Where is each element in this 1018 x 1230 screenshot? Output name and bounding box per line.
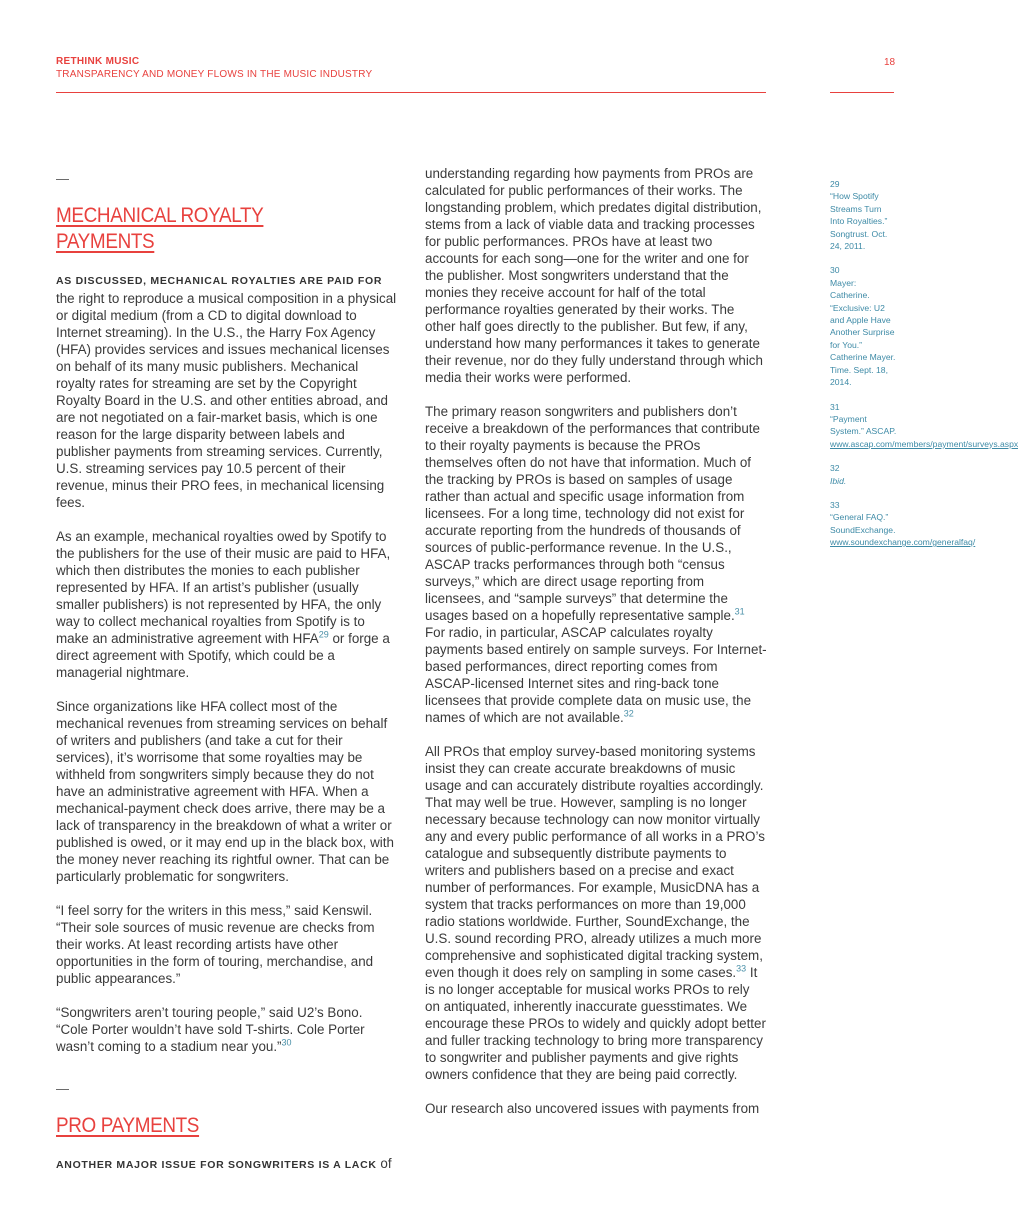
paragraph-text: It is no longer acceptable for musical works PROs to rely on antiquated, inherently inaccurate guesstimates. We encourage these PROs to widely and quickly adopt better and fuller tracking technology to bring more transparency to songwriter and publisher payments and give rights owners confidence that they are being paid correctly. [425,965,766,1082]
publication-title: RETHINK MUSIC [56,56,140,67]
paragraph-text: or forge a direct agreement with Spotify, which could be a managerial nightmare. [56,631,390,680]
paragraph: Our research also uncovered issues with payments from [425,1101,760,1116]
lead-in: AS DISCUSSED, MECHANICAL ROYALTIES ARE PAID FOR [56,275,383,287]
footnote-number: 30 [830,265,840,276]
paragraph-text: “Songwriters aren’t touring people,” said U2’s Bono. “Cole Porter wouldn’t have sold T-shirts. Cole Porter wasn’t coming to a stadium near you.” [56,1005,365,1054]
footnote-text: “Payment System.” ASCAP. [830,413,897,437]
paragraph-text: The primary reason songwriters and publishers don’t receive a breakdown of the performances that contribute to their royalty payments is because the PROs themselves often do not have that information. Much of the tracking by PROs is based on samples of usage rather than actual and specific usage information from licensees. For a long time, technology did not exist for accurate reporting from the hundreds of thousands of sources of public-performance revenue. In the U.S., ASCAP tracks performances through both “census surveys,” which are direct usage reporting from licensees, and “sample surveys” that determine the usages based on a hopefully representative sample. [425,404,760,623]
paragraph [56,1004,398,1055]
paragraph: understanding regarding how payments from PROs are calculated for public performances of their works. The longstanding problem, which predates digital distribution, stems from a lack of viable data and tracking processes for public performances. PROs have at least two accounts for each song—one for the writer and one for the publisher. Most songwriters understand that the monies they receive account for half of the total performance royalties generated by their works. The other half goes directly to the publisher. But few, if any, understand how many performances it takes to generate their revenue, nor do they fully understand through which media their works were performed. [425,166,763,385]
page-number: 18 [884,57,896,68]
lead-in: ANOTHER MAJOR ISSUE FOR SONGWRITERS IS A LACK [56,1159,377,1171]
section-dash: — [56,171,69,186]
paragraph-text: the right to reproduce a musical composition in a physical or digital medium (from a CD to digital download to Internet streaming). In the U.S., the Harry Fox Agency (HFA) provides services and issues mechanical licenses on behalf of its many music publishers. Mechanical royalty rates for streaming are set by the Copyright Royalty Board in the U.S. and other entities abroad, and are not negotiated on a fair-market basis, which is one reason for the large disparity between labels and publisher payments from streaming services. Currently, U.S. streaming services pay 10.5 percent of their revenue, minus their PRO fees, in mechanical licensing fees. [56,291,397,510]
footnote-text: “How Spotify Streams Turn Into Royalties.” Songtrust. Oct. 24, 2011. [830,191,888,252]
footnote [830,401,1018,451]
footnote-number: 31 [830,401,840,412]
footnote-number: 33 [830,499,840,510]
footnote-ref[interactable]: 33 [736,963,747,974]
footnotes-sidebar [830,178,1018,561]
footnote-link[interactable]: www.soundexchange.com/generalfaq/ [830,537,976,548]
footnote [830,264,898,388]
paragraph [425,403,767,726]
footnote-number: 32 [830,463,840,474]
footnote-ref[interactable]: 31 [734,606,745,617]
footnote-link[interactable]: www.ascap.com/members/payment/surveys.aspx [830,438,1018,449]
header-rule [56,92,766,93]
section-dash: — [56,1081,69,1096]
footnote-ref[interactable]: 29 [318,629,329,640]
paragraph-text: of [376,1156,392,1171]
footnote-text: “General FAQ.” SoundExchange. [830,512,896,535]
footnote-number: 29 [830,179,840,189]
left-column [56,170,398,1191]
paragraph-text: As an example, mechanical royalties owed by Spotify to the publishers for the use of their music are paid to HFA, which then distributes the monies to each publisher represented by HFA. If an artist’s publisher (usually smaller publishers) is not represented by HFA, the only way to collect mechanical royalties from Spotify is to make an administrative agreement with HFA [56,529,391,646]
footnote-ref[interactable]: 32 [623,708,634,719]
section-heading-pro: PRO PAYMENTS [56,1114,200,1137]
paragraph [56,1155,398,1174]
section-heading-mechanical: MECHANICAL ROYALTY PAYMENTS [56,204,264,253]
paragraph-text: All PROs that employ survey-based monitoring systems insist they can create accurate breakdowns of music usage and can accurately distribute royalties accordingly. That may well be true. However, sampling is no longer necessary because technology can now monitor virtually any and every public performance of all works in a PRO’s catalogue and subsequently distribute payments to writers and publishers based on a precise and exact number of performances. For example, MusicDNA has a system that tracks performances on more than 19,000 radio stations worldwide. Further, SoundExchange, the U.S. sound recording PRO, already utilizes a much more comprehensive and sophisticated digital tracking system, even though it does rely on sampling in some cases. [425,744,765,980]
footnote [830,499,976,549]
footnote-ref[interactable]: 30 [281,1037,292,1048]
paragraph-text: For radio, in particular, ASCAP calculates royalty payments based entirely on sample surveys. For Internet-based performances, direct reporting comes from ASCAP-licensed Internet sites and ring-back tone licensees that provide complete data on music use, the names of which are not available. [425,625,767,725]
paragraph: Since organizations like HFA collect most of the mechanical revenues from streaming services on behalf of writers and publishers (and take a cut for their services), it’s worrisome that some royalties may be withheld from songwriters simply because they do not have an administrative agreement with HFA. When a mechanical-payment check does arrive, there may be a lack of transparency in the breakdown of what a writer or published is owed, or it may end up in the black box, with the money never reaching its rightful owner. That can be particularly problematic for songwriters. [56,699,394,884]
paragraph: “I feel sorry for the writers in this mess,” said Kenswil. “Their sole sources of music revenue are checks from their works. At least recording artists have other opportunities in the form of touring, merchandise, and public appearances.” [56,903,375,986]
footnote-text: Mayer: Catherine. “Exclusive: U2 and Apple Have Another Surprise for You.” Catherine Mayer. Time. Sept. 18, 2014. [830,277,896,388]
footnote [830,462,898,487]
sidebar-rule [830,92,894,93]
footnote-text: Ibid. [830,475,847,486]
right-column [425,165,767,1134]
paragraph [56,528,398,681]
publication-subtitle: TRANSPARENCY AND MONEY FLOWS IN THE MUSIC INDUSTRY [56,69,373,80]
paragraph [56,271,398,511]
footnote [830,178,898,252]
paragraph [425,743,767,1083]
